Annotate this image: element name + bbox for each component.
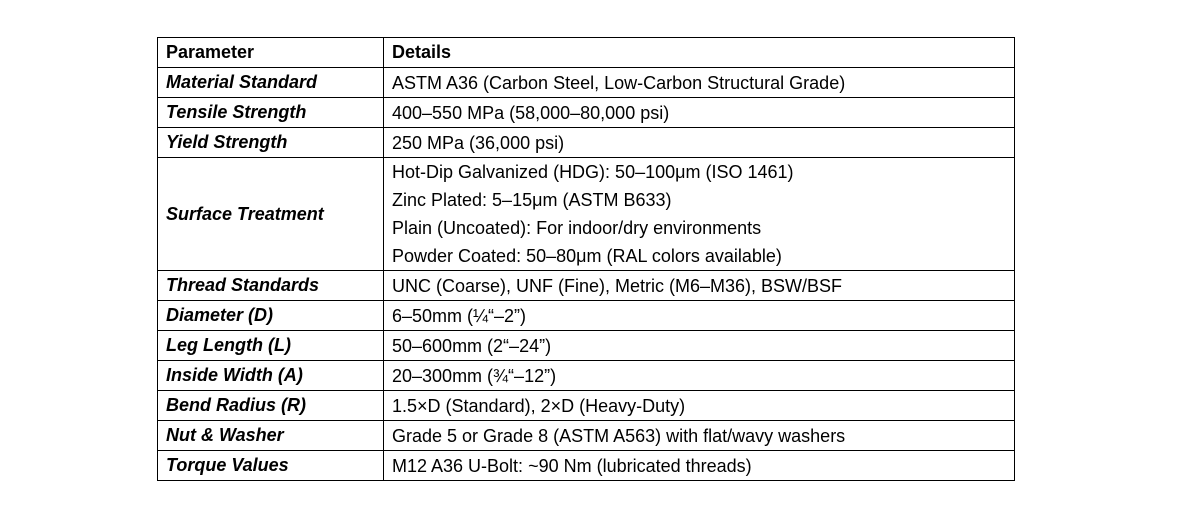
row-details xyxy=(384,421,1015,451)
spec-table xyxy=(157,37,1015,481)
table-row xyxy=(158,331,1015,361)
row-details xyxy=(384,98,1015,128)
table-row xyxy=(158,421,1015,451)
detail-line: ASTM A36 (Carbon Steel, Low-Carbon Structural Grade) xyxy=(392,72,846,93)
row-details xyxy=(384,451,1015,481)
row-details xyxy=(384,361,1015,391)
row-details xyxy=(384,331,1015,361)
row-details xyxy=(384,301,1015,331)
header-details: Details xyxy=(384,38,1015,68)
row-parameter: Diameter (D) xyxy=(158,301,384,331)
row-parameter: Bend Radius (R) xyxy=(158,391,384,421)
detail-line: M12 A36 U-Bolt: ~90 Nm (lubricated threads) xyxy=(392,455,752,476)
detail-line: Grade 5 or Grade 8 (ASTM A563) with flat/wavy washers xyxy=(392,425,846,446)
detail-line: 6–50mm (¼“–2”) xyxy=(392,305,527,326)
row-parameter: Tensile Strength xyxy=(158,98,384,128)
row-details xyxy=(384,158,1015,271)
row-parameter: Surface Treatment xyxy=(158,158,384,271)
row-parameter: Thread Standards xyxy=(158,271,384,301)
table-row xyxy=(158,271,1015,301)
detail-line: 250 MPa (36,000 psi) xyxy=(392,132,565,153)
table-row xyxy=(158,361,1015,391)
row-parameter: Yield Strength xyxy=(158,128,384,158)
table-row xyxy=(158,301,1015,331)
header-parameter: Parameter xyxy=(158,38,384,68)
detail-line: Powder Coated: 50–80μm (RAL colors available) xyxy=(392,246,782,266)
row-parameter: Nut & Washer xyxy=(158,421,384,451)
table-header-row xyxy=(158,38,1015,68)
table-row xyxy=(158,128,1015,158)
detail-line: 20–300mm (¾“–12”) xyxy=(392,365,557,386)
detail-line: 50–600mm (2“–24”) xyxy=(392,335,552,356)
detail-line: Plain (Uncoated): For indoor/dry environments xyxy=(392,218,762,238)
table-row xyxy=(158,451,1015,481)
row-details xyxy=(384,271,1015,301)
detail-line: 400–550 MPa (58,000–80,000 psi) xyxy=(392,102,670,123)
table-row xyxy=(158,158,1015,271)
row-details xyxy=(384,128,1015,158)
table-row xyxy=(158,391,1015,421)
table-row xyxy=(158,68,1015,98)
detail-line: UNC (Coarse), UNF (Fine), Metric (M6–M36), BSW/BSF xyxy=(392,275,843,296)
row-details xyxy=(384,68,1015,98)
detail-line: Zinc Plated: 5–15μm (ASTM B633) xyxy=(392,190,672,210)
row-parameter: Torque Values xyxy=(158,451,384,481)
row-parameter: Leg Length (L) xyxy=(158,331,384,361)
row-details xyxy=(384,391,1015,421)
detail-line: 1.5×D (Standard), 2×D (Heavy-Duty) xyxy=(392,395,686,416)
row-parameter: Inside Width (A) xyxy=(158,361,384,391)
detail-line: Hot-Dip Galvanized (HDG): 50–100μm (ISO 1461) xyxy=(392,162,794,182)
row-parameter: Material Standard xyxy=(158,68,384,98)
table-row xyxy=(158,98,1015,128)
